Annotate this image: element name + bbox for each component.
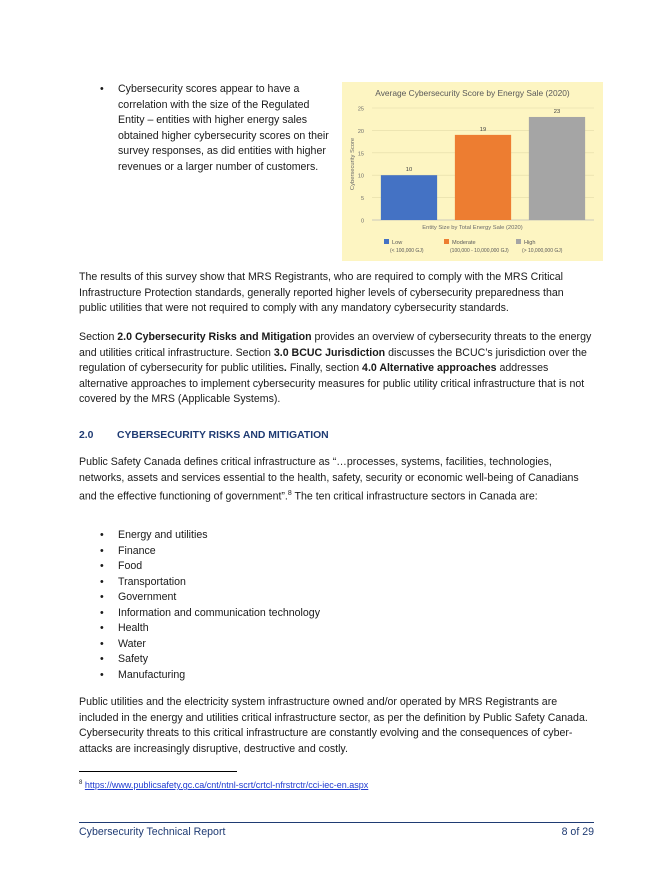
sections-text-3: discusses the BCUC’s jurisdiction over the regulation of cybersecurity for public utilities <box>79 346 587 374</box>
sector-item: • Food <box>100 559 320 575</box>
results-paragraph: The results of this survey show that MRS Registrants, who are required to comply with the MRS Critical Infrastructure Protection standards, generally reported higher levels of cybersecurity preparedness than public utilities that were not required to comply with any mandatory cybersecurity standards. <box>79 271 564 314</box>
chart-legend-range: (100,000 - 10,000,000 GJ) <box>450 248 509 254</box>
chart-y-tick-label: 10 <box>357 173 364 180</box>
chart-legend-swatch <box>384 239 389 244</box>
chart-svg <box>342 82 603 261</box>
sections-text-2: provides an overview of cybersecurity threats to the energy and utilities critical infrastructure. Section <box>79 331 592 359</box>
sector-item: • Safety <box>100 652 320 668</box>
sector-item: • Government <box>100 590 320 606</box>
chart-legend-label: Low <box>392 240 403 246</box>
sections-text-5: addresses alternative approaches to implement cybersecurity measures for public utility critical infrastructure that is not covered by the MRS (Applicable Systems). <box>79 362 585 405</box>
bullet-marker: • <box>100 83 104 95</box>
section-2-ref: 2.0 Cybersecurity Risks and Mitigation <box>117 331 312 343</box>
section-number: 2.0 <box>79 430 94 441</box>
chart-legend-label: Moderate <box>452 240 476 246</box>
footnote-link[interactable]: https://www.publicsafety.gc.ca/cnt/ntnl-scrt/crtcl-nfrstrctr/cci-iec-en.aspx <box>84 780 369 790</box>
footnote-ref[interactable]: 8 <box>287 490 292 497</box>
footer-title: Cybersecurity Technical Report <box>79 826 226 838</box>
chart-legend-label: High <box>524 240 536 246</box>
chart-legend-range: (> 10,000,000 GJ) <box>522 248 563 254</box>
chart-bar-low <box>381 175 437 220</box>
footnote-number: 8 <box>79 780 83 786</box>
definition-paragraph <box>79 455 594 505</box>
chart-y-tick-label: 5 <box>360 196 364 203</box>
sector-item: • Energy and utilities <box>100 528 320 544</box>
section-title: CYBERSECURITY RISKS AND MITIGATION <box>117 430 329 441</box>
section-3-ref: 3.0 BCUC Jurisdiction <box>273 346 386 359</box>
sector-list <box>100 528 320 683</box>
chart-legend-swatch <box>444 239 449 244</box>
section-4-ref: 4.0 Alternative approaches <box>362 362 497 374</box>
chart-data-label: 10 <box>405 167 413 174</box>
chart-y-tick-label: 0 <box>360 218 364 225</box>
chart-bar-high <box>529 117 585 220</box>
page-number: 8 of 29 <box>561 826 594 838</box>
chart-x-axis-label: Entity Size by Total Energy Sale (2020) <box>422 225 523 231</box>
sections-text-1: Section <box>79 331 118 343</box>
footnote-divider <box>79 771 237 772</box>
public-utilities-paragraph: Public utilities and the electricity system infrastructure owned and/or operated by MRS Registrants are included in the energy and utilities critical infrastructure sector, as per the definition by Public Safety Canada. Cybersecurity threats to this critical infrastructure are constantly evolving and the consequences of cyber-attacks are increasingly disruptive, destructive and costly. <box>79 696 588 755</box>
sector-item: • Health <box>100 621 320 637</box>
summary-bullet-text: Cybersecurity scores appear to have a correlation with the size of the Regulated Entity – entities with higher energy sales obtained higher cybersecurity scores on their survey responses, as did entities with higher revenues or a larger number of customers. <box>118 83 329 173</box>
footer-divider <box>79 822 594 823</box>
chart-y-tick-label: 20 <box>357 128 364 135</box>
sector-item: • Manufacturing <box>100 668 320 684</box>
chart-legend-swatch <box>516 239 521 244</box>
sector-item: • Transportation <box>100 575 320 591</box>
sections-paragraph <box>79 330 594 408</box>
energy-sale-chart <box>342 82 603 261</box>
chart-legend-range: (< 100,000 GJ) <box>390 248 424 254</box>
chart-y-axis-label: Cybersecurity Score <box>350 137 356 191</box>
section-heading <box>79 430 329 441</box>
sector-item: • Water <box>100 637 320 653</box>
sector-item: • Information and communication technology <box>100 606 320 622</box>
sector-item: • Finance <box>100 544 320 560</box>
chart-y-tick-label: 25 <box>357 106 364 113</box>
chart-y-tick-label: 15 <box>357 151 364 158</box>
summary-bullet <box>100 82 332 175</box>
sections-text-4: Finally, section <box>286 362 363 374</box>
chart-data-label: 23 <box>553 108 561 115</box>
chart-data-label: 19 <box>479 126 487 133</box>
definition-text: Public Safety Canada defines critical infrastructure as “…processes, systems, facilities, technologies, networks, assets and services essential to the health, safety, security or economic well-being of Canadians and the effective functioning of government”. <box>79 456 579 503</box>
sections-period: . <box>283 362 287 374</box>
footnote <box>79 777 368 791</box>
definition-text-2: The ten critical infrastructure sectors in Canada are: <box>291 490 538 503</box>
chart-bar-moderate <box>455 135 511 220</box>
chart-title: Average Cybersecurity Score by Energy Sale (2020) <box>375 88 570 98</box>
